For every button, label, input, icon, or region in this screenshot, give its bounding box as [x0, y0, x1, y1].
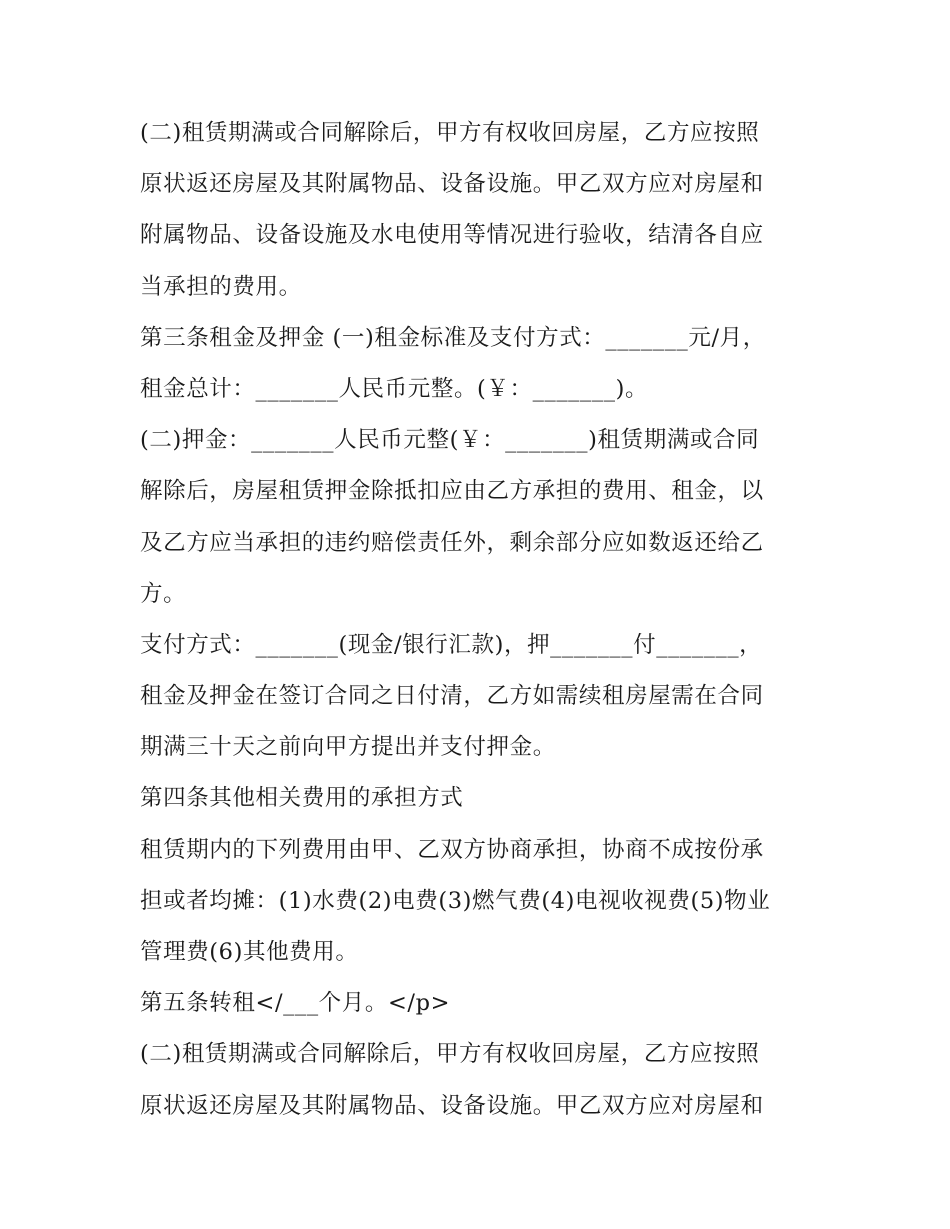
text-line: 第三条租金及押金 (一)租金标准及支付方式：_______元/月， — [140, 324, 766, 351]
text-line: 原状返还房屋及其附属物品、设备设施。甲乙双方应对房屋和 — [140, 1092, 764, 1119]
text-line: 原状返还房屋及其附属物品、设备设施。甲乙双方应对房屋和 — [140, 171, 764, 198]
text-line: (二)租赁期满或合同解除后，甲方有权收回房屋，乙方应按照 — [140, 120, 760, 146]
text-line: 租金及押金在签订合同之日付清，乙方如需续租房屋需在合同 — [140, 683, 764, 710]
document-body — [140, 108, 820, 1132]
text-line: 租赁期内的下列费用由甲、乙双方协商承担，协商不成按份承 — [140, 836, 764, 863]
text-line: 及乙方应当承担的违约赔偿责任外，剩余部分应如数返还给乙 — [140, 529, 764, 556]
text-line: 解除后，房屋租赁押金除抵扣应由乙方承担的费用、租金，以 — [140, 478, 764, 505]
text-line: 第五条转租</___个月。</p> — [140, 990, 451, 1017]
text-line: 附属物品、设备设施及水电使用等情况进行验收，结清各自应 — [140, 222, 764, 249]
text-line: 担或者均摊：(1)水费(2)电费(3)燃气费(4)电视收视费(5)物业 — [140, 887, 771, 914]
text-line: 租金总计：_______人民币元整。(￥：_______)。 — [140, 375, 649, 402]
text-line: 方。 — [140, 580, 187, 607]
text-line: 当承担的费用。 — [140, 273, 302, 300]
text-line: (二)租赁期满或合同解除后，甲方有权收回房屋，乙方应按照 — [140, 1041, 760, 1068]
text-line: 期满三十天之前向甲方提出并支付押金。 — [140, 734, 556, 761]
text-line: 第四条其他相关费用的承担方式 — [140, 785, 464, 812]
text-line: 管理费(6)其他费用。 — [140, 939, 359, 965]
text-line: 支付方式：_______(现金/银行汇款)，押_______付_______， — [140, 631, 763, 658]
text-line: (二)押金：_______人民币元整(￥：_______)租赁期满或合同 — [140, 427, 760, 454]
